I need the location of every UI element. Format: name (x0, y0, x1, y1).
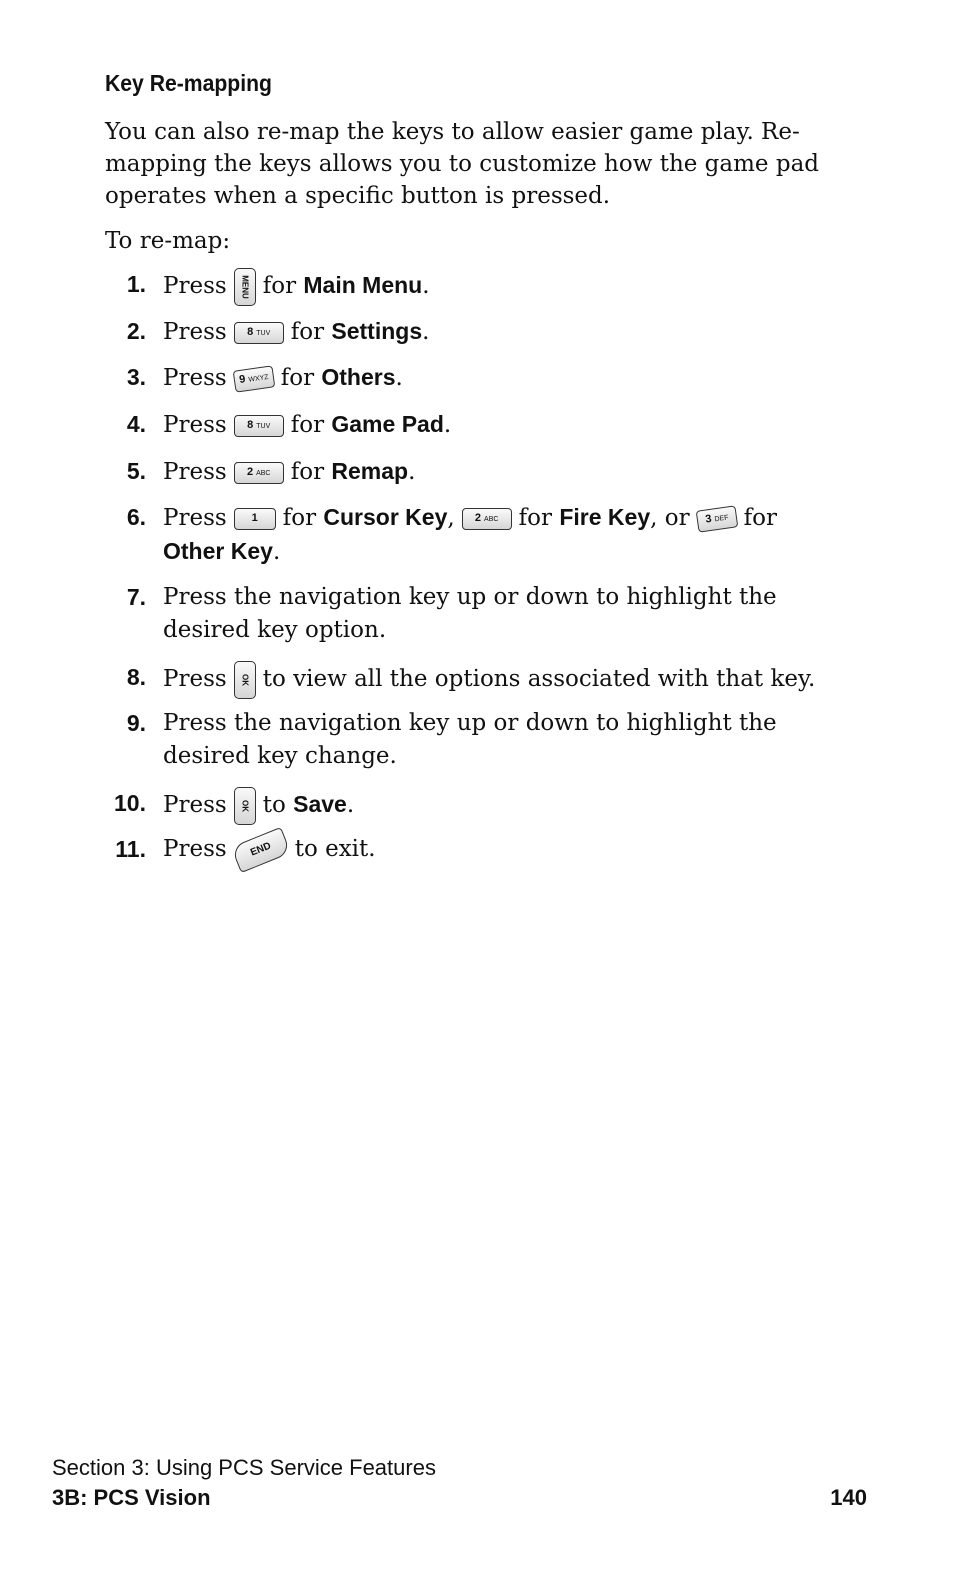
key-3-icon: 3 DEF (695, 505, 738, 532)
step-text: Press OK to Save. (163, 787, 823, 825)
ok-key-icon: OK (234, 661, 256, 699)
step-number: 4. (126, 411, 146, 437)
section-heading: Key Re-mapping (105, 70, 272, 96)
to-remap-label: To re-map: (105, 228, 231, 254)
menu-key-icon: MENU (234, 268, 256, 306)
key-8-icon: 8 TUV (234, 415, 284, 437)
page-number: 140 (830, 1485, 867, 1510)
step-number: 5. (126, 458, 146, 484)
step-text: Press MENU for Main Menu. (163, 268, 823, 306)
step-number: 7. (126, 584, 146, 610)
intro-paragraph: You can also re-map the keys to allow easier game play. Re-mapping the keys allows you to customize how the game pad operates when a specific button is pressed. (105, 119, 819, 209)
step-text: Press 2 ABC for Remap. (163, 458, 416, 485)
footer-chapter: 3B: PCS Vision (52, 1485, 211, 1510)
step-text: Press OK to view all the options associated with that key. (163, 661, 823, 699)
key-2-icon: 2 ABC (462, 508, 512, 530)
key-8-icon: 8 TUV (234, 322, 284, 344)
step-text: Press the navigation key up or down to highlight the desired key change. (163, 710, 777, 769)
step-number: 11. (115, 836, 146, 862)
key-9-icon: 9 WXYZ (232, 365, 275, 392)
step-number: 2. (126, 318, 146, 344)
step-text: Press 9 WXYZ for Others. (163, 364, 403, 391)
step-text: Press 8 TUV for Settings. (163, 318, 430, 345)
step-text: Press END to exit. (163, 833, 823, 866)
step-number: 9. (126, 710, 146, 736)
end-key-icon: END (230, 827, 291, 873)
step-text: Press 8 TUV for Game Pad. (163, 411, 452, 438)
step-number: 8. (126, 664, 146, 690)
step-number: 6. (126, 504, 146, 530)
step-text: Press the navigation key up or down to highlight the desired key option. (163, 584, 777, 643)
footer-section: Section 3: Using PCS Service Features (52, 1455, 436, 1480)
step-number: 3. (126, 364, 146, 390)
key-2-icon: 2 ABC (234, 462, 284, 484)
ok-key-icon: OK (234, 787, 256, 825)
step-text: Press 1 for Cursor Key, 2 ABC for Fire Key, or 3 DEF for Other Key. (163, 504, 777, 565)
step-number: 1. (126, 271, 146, 297)
key-1-icon: 1 (234, 508, 276, 530)
step-number: 10. (114, 790, 146, 816)
